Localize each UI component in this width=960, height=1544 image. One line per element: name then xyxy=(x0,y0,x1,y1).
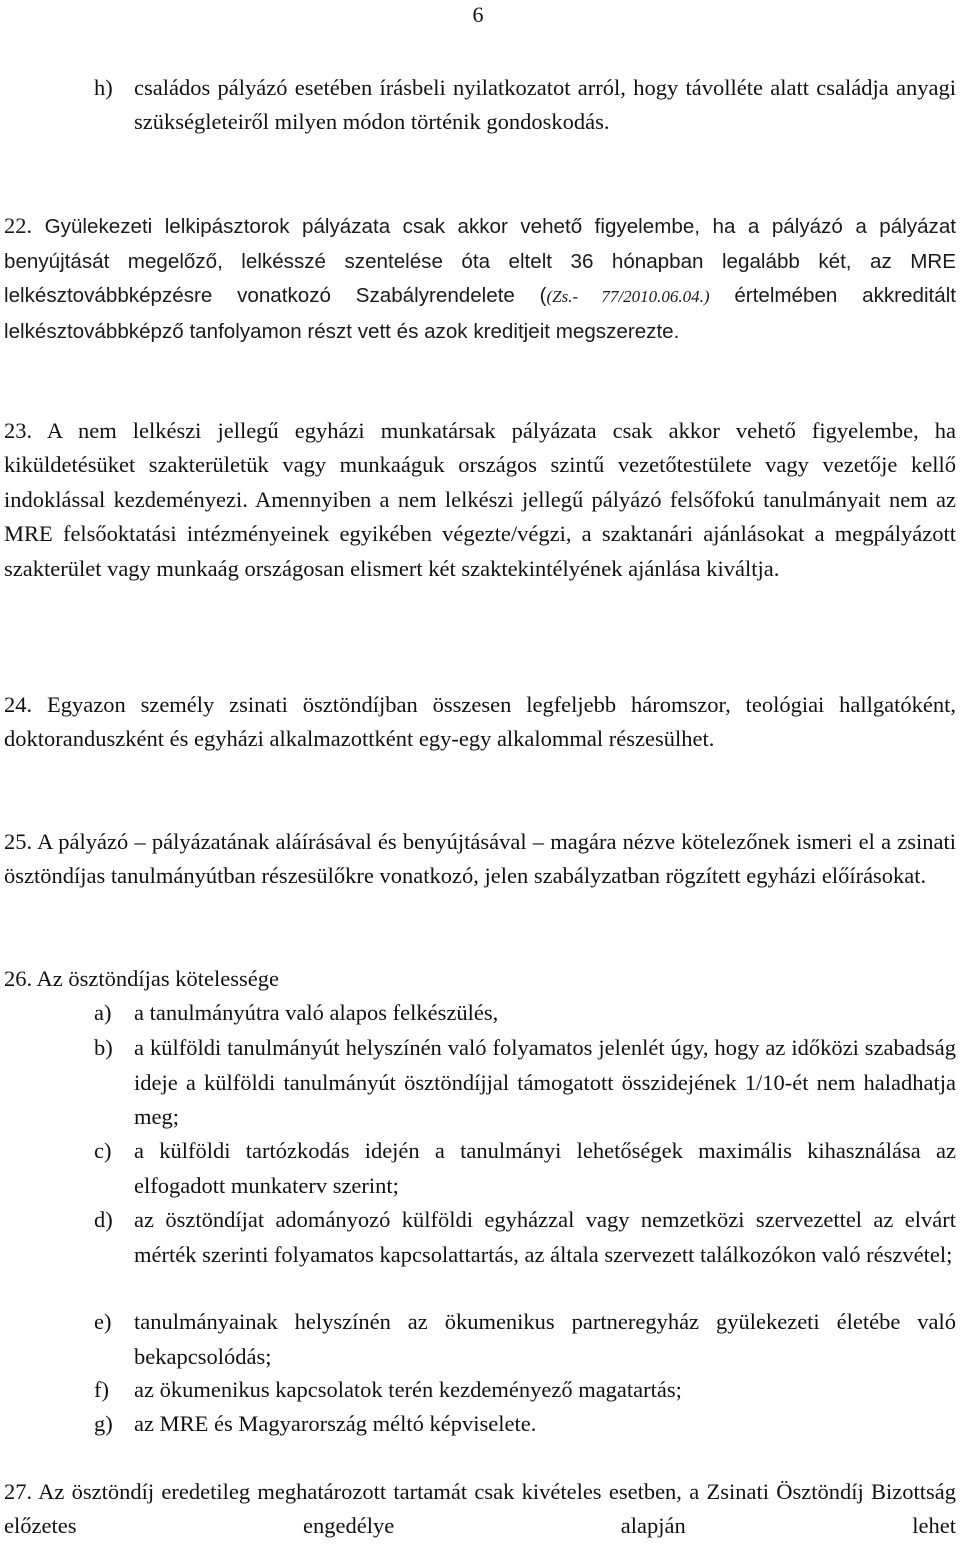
list-item-text: a külföldi tartózkodás idején a tanulmányi lehetőségek maximális kihasználása az elfogadott munkaterv szerint; xyxy=(134,1138,956,1198)
paragraph-number: 27. xyxy=(4,1479,33,1504)
paragraph-23 xyxy=(4,414,956,586)
list-item-h xyxy=(94,71,956,140)
duty-item-a xyxy=(94,996,956,1031)
paragraph-text: Gyülekezeti lelkipásztorok pályázata csak akkor vehető figyelembe, ha a pályázó a pályázat benyújtását megelőző, lelkésszé szentelése óta eltelt 36 hónapban legalább két, az MRE lelkésztovábbképzésre vonatkozó Szabályrendelete ( xyxy=(4,215,956,308)
list-marker: d) xyxy=(94,1207,113,1232)
duty-item-c xyxy=(94,1134,956,1203)
paragraph-26 xyxy=(4,962,956,996)
paragraph-text: Az ösztöndíj eredetileg meghatározott tartamát csak kivételes esetben, a Zsinati Ösztöndíj Bizottság előzetes engedélye alapján lehet xyxy=(4,1479,956,1539)
list-marker: f) xyxy=(94,1377,109,1402)
list-marker: g) xyxy=(94,1411,113,1436)
paragraph-number: 22. xyxy=(4,213,33,238)
paragraph-text: A pályázó – pályázatának aláírásával és benyújtásával – magára nézve kötelezőnek ismeri el a zsinati ösztöndíjas tanulmányútban részesülőkre vonatkozó, jelen szabályzatban rögzített egyházi előírásokat. xyxy=(4,829,956,889)
page-number: 6 xyxy=(472,2,484,27)
duty-item-f xyxy=(94,1373,956,1408)
list-marker: b) xyxy=(94,1035,113,1060)
duty-item-b xyxy=(94,1031,956,1135)
list-marker: c) xyxy=(94,1138,112,1163)
duty-item-e xyxy=(94,1305,956,1374)
list-marker: h) xyxy=(94,75,113,100)
paragraph-25 xyxy=(4,825,956,894)
paragraph-number: 24. xyxy=(4,692,33,717)
list-marker: e) xyxy=(94,1309,112,1334)
list-item-text: a tanulmányútra való alapos felkészülés, xyxy=(134,1000,499,1025)
list-item-text: az MRE és Magyarország méltó képviselete. xyxy=(134,1411,537,1436)
regulation-reference: (Zs.- 77/2010.06.04.) xyxy=(546,287,710,307)
paragraph-intro: Az ösztöndíjas kötelessége xyxy=(36,966,279,991)
duty-item-g xyxy=(94,1407,956,1442)
list-item-text: tanulmányainak helyszínén az ökumenikus partneregyház gyülekezeti életébe való bekapcsolódás; xyxy=(134,1309,956,1369)
list-marker: a) xyxy=(94,1000,112,1025)
paragraph-24 xyxy=(4,688,956,757)
paragraph-text-continued: értelmében akkreditált lelkésztovábbképző tanfolyamon részt vett és azok kreditjeit megszerezte. xyxy=(4,284,956,343)
list-item-text: a külföldi tanulmányút helyszínén való folyamatos jelenlét úgy, hogy az időközi szabadság ideje a külföldi tanulmányút ösztöndíjjal támogatott összidejének 1/10-ét nem haladhatja meg; xyxy=(134,1035,956,1130)
list-item-text: az ökumenikus kapcsolatok terén kezdeményező magatartás; xyxy=(134,1377,682,1402)
paragraph-number: 26. xyxy=(4,966,33,991)
list-item-text: családos pályázó esetében írásbeli nyilatkozatot arról, hogy távolléte alatt családja anyagi szükségleteiről milyen módon történik gondoskodás. xyxy=(134,75,956,135)
duty-item-d xyxy=(94,1203,956,1272)
paragraph-27 xyxy=(4,1475,956,1544)
paragraph-text: A nem lelkészi jellegű egyházi munkatársak pályázata csak akkor vehető figyelembe, ha kiküldetésüket szakterületük vagy munkaáguk országos szintű vezetőtestülete vagy vezetője kellő indoklással kezdeményezi. Amennyiben a nem lelkészi jellegű pályázó felsőfokú tanulmányait nem az MRE felsőoktatási intézményeinek egyikében végezte/végzi, a szaktanári ajánlásokat a megpályázott szakterület vagy munkaág országosan elismert két szaktekintélyének ajánlása kiváltja. xyxy=(4,418,956,581)
paragraph-number: 23. xyxy=(4,418,33,443)
list-item-text: az ösztöndíjat adományozó külföldi egyházzal vagy nemzetközi szervezettel az elvárt mérték szerinti folyamatos kapcsolattartás, az általa szervezett találkozókon való részvétel; xyxy=(134,1207,956,1267)
paragraph-number: 25. xyxy=(4,829,33,854)
paragraph-22 xyxy=(4,209,956,349)
paragraph-text: Egyazon személy zsinati ösztöndíjban összesen legfeljebb háromszor, teológiai hallgatóként, doktoranduszként és egyházi alkalmazottként egy-egy alkalommal részesülhet. xyxy=(4,692,957,752)
